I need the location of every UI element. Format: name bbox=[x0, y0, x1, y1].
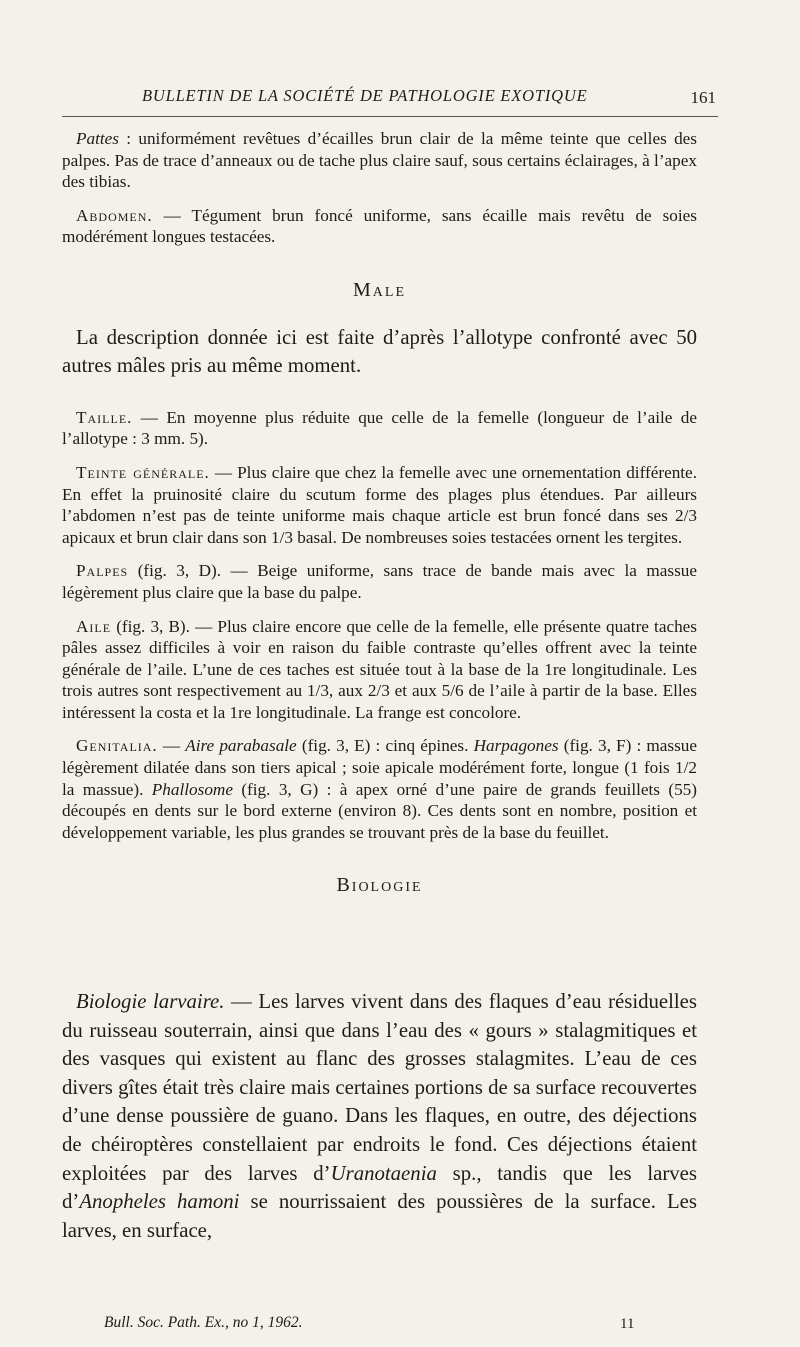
genitalia-text-3: (fig. 3, F) : massue légèrement dilatée dans son tiers apical ; soie apicale modérément forte, longue (1 fois 1/2 la massue). bbox=[62, 736, 697, 799]
male-intro: La description donnée ici est faite d’après l’allotype confronté avec 50 autres mâles pris au même moment. bbox=[62, 325, 697, 378]
taille-label: Taille. bbox=[76, 407, 133, 427]
male-heading: Male bbox=[353, 278, 406, 301]
genitalia-label: Genitalia. bbox=[76, 736, 158, 756]
page-number: 161 bbox=[690, 88, 716, 107]
palpes-paragraph bbox=[62, 560, 697, 603]
teinte-label: Teinte générale. bbox=[76, 462, 210, 482]
genitalia-term-1: Aire parabasale bbox=[185, 736, 297, 756]
biologie-text-1: — Les larves vivent dans des flaques d’eau résiduelles du ruisseau souterrain, ainsi que dans l’eau des « gours » stalagmitiques et des vasques qui existent au flanc des grosses stalagmites. L’eau de ces divers gîtes était très claire mais certaines portions de sa surface recouvertes d’une dense poussière de guano. Dans les flaques, en outre, des déjections de chéiroptères constellaient par endroits le fond. Ces déjections étaient exploitées par des larves d’ bbox=[62, 990, 698, 1185]
genitalia-paragraph bbox=[62, 735, 697, 843]
biologie-term-2: Anopheles hamoni bbox=[79, 1190, 240, 1214]
footer-signature: 11 bbox=[620, 1316, 635, 1332]
genitalia-term-3: Phallosome bbox=[151, 779, 233, 799]
teinte-text: — Plus claire que chez la femelle avec une ornementation différente. En effet la pruinosité claire du scutum forme des plages plus étendues. Par ailleurs l’abdomen n’est pas de teinte uniforme mais chaque article est brun foncé dans ses 2/3 apicaux et brun clair dans son 1/3 basal. De nombreuses soies testacées ornent les tergites. bbox=[62, 462, 697, 547]
biologie-label: Biologie larvaire. bbox=[76, 990, 225, 1013]
journal-title: BULLETIN DE LA SOCIÉTÉ DE PATHOLOGIE EXOTIQUE bbox=[142, 86, 588, 105]
description-text bbox=[62, 128, 697, 919]
genitalia-text-1: — bbox=[157, 736, 186, 756]
palpes-label: Palpes bbox=[76, 561, 129, 581]
genitalia-text-4: (fig. 3, G) : à apex orné d’une paire de grands feuillets (55) découpés en dents sur le bord externe (environ 8). Ces dents sont en nombre, position et développement variable, les plus grandes se trouvant près de la base du feuillet. bbox=[62, 779, 697, 842]
biologie-text bbox=[62, 988, 697, 1245]
pattes-label: Pattes bbox=[76, 129, 119, 148]
biologie-paragraph bbox=[62, 988, 697, 1245]
taille-paragraph bbox=[62, 407, 697, 450]
genitalia-text-2: (fig. 3, E) : cinq épines. bbox=[296, 736, 474, 756]
footer-citation: Bull. Soc. Path. Ex., no 1, 1962. bbox=[104, 1314, 303, 1331]
abdomen-paragraph bbox=[62, 205, 697, 248]
taille-text: — En moyenne plus réduite que celle de la femelle (longueur de l’aile de l’allotype : 3 mm. 5). bbox=[62, 407, 697, 449]
palpes-text: (fig. 3, D). — Beige uniforme, sans trace de bande mais avec la massue légèrement plus claire que la base du palpe. bbox=[62, 561, 697, 602]
abdomen-label: Abdomen. bbox=[76, 205, 153, 225]
pattes-text: : uniformément revêtues d’écailles brun clair de la même teinte que celles des palpes. Pas de trace d’anneaux ou de tache plus claire sauf, sous certains éclairages, à l’apex des tibias. bbox=[62, 129, 697, 192]
biologie-term-1: Uranotaenia bbox=[330, 1161, 437, 1185]
running-header bbox=[62, 86, 718, 117]
biologie-text-3: se nourrissaient des poussières de la surface. Les larves, en surface, bbox=[62, 1190, 697, 1242]
genitalia-term-2: Harpagones bbox=[473, 736, 559, 756]
teinte-paragraph bbox=[62, 462, 697, 548]
aile-text: (fig. 3, B). — Plus claire encore que celle de la femelle, elle présente quatre taches pâles assez difficiles à voir en raison du faible contraste qu’elles offrent avec la teinte générale de l’aile. L’une de ces taches est située tout à la base de la 1re longitudinale. Les trois autres sont respectivement au 1/3, aux 2/3 et aux 5/6 de l’aile à partir de la base. Elles intéressent la costa et la 1re longitudinale. La frange est concolore. bbox=[62, 616, 697, 722]
aile-label: Aile bbox=[76, 616, 112, 636]
biologie-text-2: sp., tandis que les larves d’ bbox=[62, 1161, 697, 1214]
biologie-heading: Biologie bbox=[336, 874, 423, 897]
aile-paragraph bbox=[62, 616, 697, 724]
abdomen-text: — Tégument brun foncé uniforme, sans écaille mais revêtu de soies modérément longues testacées. bbox=[62, 205, 697, 247]
pattes-paragraph bbox=[62, 128, 697, 193]
